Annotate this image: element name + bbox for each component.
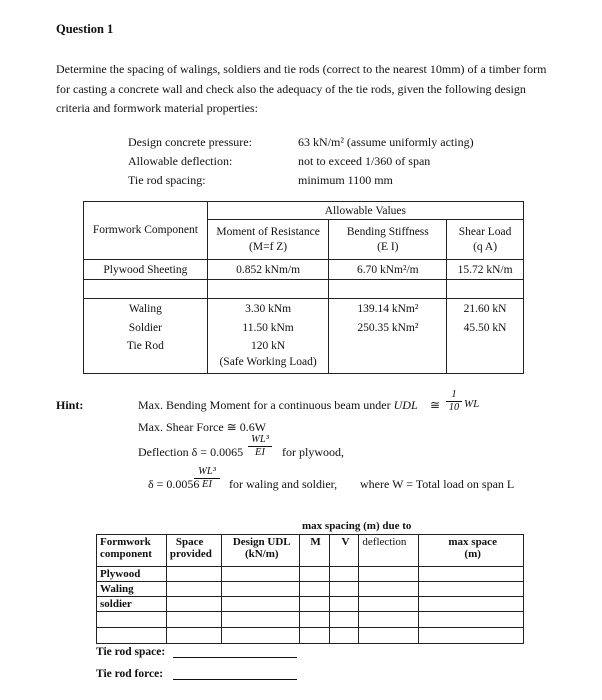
table-row (84, 338, 524, 374)
hint-label: Hint: (56, 398, 84, 412)
col-moment-header (207, 220, 329, 260)
col-max-line1: max space (448, 536, 497, 548)
criteria-label-deflection: Allowable deflection: (128, 154, 233, 168)
spacer-cell (329, 280, 447, 299)
hint-line3-prefix: Deflection δ = 0.0065 (138, 445, 244, 459)
col-v-header: V (329, 535, 359, 567)
empty-cell[interactable] (359, 597, 419, 612)
row-shear: 15.72 kN/m (447, 260, 524, 280)
table-row (97, 628, 524, 644)
hint-line1-num: 1 (446, 389, 462, 402)
hint-line4-fraction (194, 466, 220, 491)
hint-line2: Max. Shear Force ≅ 0.6W (138, 420, 267, 434)
empty-cell[interactable] (97, 612, 167, 628)
hint-line4-den: EI (202, 479, 212, 490)
tie-rod-force-blank[interactable] (173, 679, 297, 680)
empty-cell[interactable] (419, 612, 524, 628)
tie-rod-space-blank[interactable] (173, 657, 297, 658)
max-spacing-header: max spacing (m) due to (302, 520, 412, 532)
hint-line1-text: Max. Bending Moment for a continuous beam under (138, 398, 391, 412)
row-stiffness: 139.14 kNm² (329, 299, 447, 319)
col-moment-label: Moment of Resistance (216, 226, 320, 238)
criteria-label-tierod: Tie rod spacing: (128, 173, 206, 187)
answer-table (96, 534, 524, 644)
col-stiffness-sub: (E I) (377, 241, 399, 253)
col-shear-sub: (q A) (473, 241, 498, 253)
empty-cell[interactable] (329, 597, 359, 612)
col-stiffness-label: Bending Stiffness (346, 226, 429, 238)
row-component: Waling (84, 299, 208, 319)
table-row (84, 299, 524, 319)
row-stiffness (329, 338, 447, 374)
hint-line3-num: WL³ (248, 434, 272, 447)
empty-cell[interactable] (221, 597, 299, 612)
criteria-value-deflection: not to exceed 1/360 of span (298, 154, 431, 168)
table-row (97, 597, 524, 612)
hint-line3-fraction (248, 434, 272, 459)
col-m-header: M (299, 535, 329, 567)
empty-cell[interactable] (221, 567, 299, 582)
empty-cell[interactable] (221, 628, 299, 644)
question-intro: Determine the spacing of walings, soldiers and tie rods (correct to the nearest 10mm) of a timber form for casting a concrete wall and check also the adequacy of the tie rods, given the following design criteria and formwork material properties: (56, 62, 547, 115)
empty-cell[interactable] (299, 567, 329, 582)
spacer-cell (84, 280, 208, 299)
empty-cell[interactable] (419, 567, 524, 582)
empty-cell[interactable] (299, 597, 329, 612)
empty-cell[interactable] (166, 628, 221, 644)
col-component-line1: Formwork (100, 536, 151, 548)
table-row (97, 567, 524, 582)
criteria-label-pressure: Design concrete pressure: (128, 135, 252, 149)
empty-cell[interactable] (97, 628, 167, 644)
row-shear (447, 338, 524, 374)
col-shear-label: Shear Load (458, 226, 512, 238)
col-udl-header (221, 535, 299, 567)
row-component: Waling (97, 582, 167, 597)
row-stiffness: 6.70 kNm²/m (329, 260, 447, 280)
row-moment: 11.50 kNm (207, 319, 329, 338)
hint-line1-fraction (446, 389, 462, 414)
col-component-line2: component (100, 548, 152, 560)
empty-cell[interactable] (221, 612, 299, 628)
row-stiffness: 250.35 kNm² (329, 319, 447, 338)
col-udl-line2: (kN/m) (244, 548, 279, 560)
col-space-header (166, 535, 221, 567)
col-max-line2: (m) (464, 548, 481, 560)
allowable-header: Allowable Values (207, 202, 523, 220)
col-shear-header (447, 220, 524, 260)
empty-cell[interactable] (166, 612, 221, 628)
hint-line4-num: WL³ (194, 466, 220, 479)
hint-line4-where: where W = Total load on span L (360, 477, 515, 491)
empty-cell[interactable] (359, 582, 419, 597)
empty-cell[interactable] (299, 582, 329, 597)
empty-cell[interactable] (329, 628, 359, 644)
row-component: Plywood Sheeting (84, 260, 208, 280)
question-title: Question 1 (56, 22, 114, 36)
empty-cell[interactable] (419, 582, 524, 597)
criteria-value-pressure: 63 kN/m² (assume uniformly acting) (298, 135, 474, 149)
col-space-line1: Space (175, 536, 204, 548)
row-component: soldier (97, 597, 167, 612)
row-moment-cell (207, 338, 329, 374)
col-space-line2: provided (169, 548, 212, 560)
empty-cell[interactable] (166, 567, 221, 582)
criteria-value-tierod: minimum 1100 mm (298, 173, 393, 187)
hint-line1-den: 10 (448, 402, 460, 413)
corner-cell (84, 202, 208, 220)
spacer-cell (447, 280, 524, 299)
row-moment: 3.30 kNm (207, 299, 329, 319)
properties-table (83, 201, 524, 374)
table-row (97, 612, 524, 628)
row-moment: 120 kN (251, 339, 286, 352)
empty-cell[interactable] (166, 597, 221, 612)
row-moment: 0.852 kNm/m (207, 260, 329, 280)
empty-cell[interactable] (166, 582, 221, 597)
table-row (84, 319, 524, 338)
row-component: Plywood (97, 567, 167, 582)
tie-rod-force-label: Tie rod force: (96, 668, 164, 680)
row-component: Tie Rod (84, 338, 208, 374)
hint-line3-den: EI (255, 447, 265, 458)
hint-line3-suffix: for plywood, (282, 445, 344, 459)
col-deflection-header: deflection (359, 535, 419, 567)
hint-line1-approx: ≅ (430, 398, 441, 412)
empty-cell[interactable] (329, 582, 359, 597)
table-row (97, 582, 524, 597)
empty-cell[interactable] (329, 612, 359, 628)
empty-cell[interactable] (419, 628, 524, 644)
tie-rod-space-label: Tie rod space: (96, 646, 166, 658)
hint-line1-tail: WL (464, 398, 480, 410)
col-max-header (419, 535, 524, 567)
hint-line4-suffix: for waling and soldier, (229, 477, 338, 491)
empty-cell[interactable] (221, 582, 299, 597)
row-shear: 45.50 kN (447, 319, 524, 338)
table-spacer-row (84, 280, 524, 299)
empty-cell[interactable] (359, 628, 419, 644)
empty-cell[interactable] (329, 567, 359, 582)
col-stiffness-header (329, 220, 447, 260)
row-shear: 21.60 kN (447, 299, 524, 319)
empty-cell[interactable] (359, 612, 419, 628)
col-udl-line1: Design UDL (232, 536, 291, 548)
row-component: Soldier (84, 319, 208, 338)
empty-cell[interactable] (299, 628, 329, 644)
hint-line1-udl: UDL (393, 398, 418, 412)
row-moment-note: (Safe Working Load) (219, 355, 317, 368)
empty-cell[interactable] (359, 567, 419, 582)
spacer-cell (207, 280, 329, 299)
empty-cell[interactable] (299, 612, 329, 628)
empty-cell[interactable] (419, 597, 524, 612)
table-row (84, 260, 524, 280)
col-component-header (97, 535, 167, 567)
hint-line4-prefix: δ = 0.0056 (148, 477, 200, 491)
col-moment-sub: (M=f Z) (249, 241, 288, 253)
hint-line1 (138, 398, 418, 413)
col-component-header: Formwork Component (84, 220, 208, 260)
